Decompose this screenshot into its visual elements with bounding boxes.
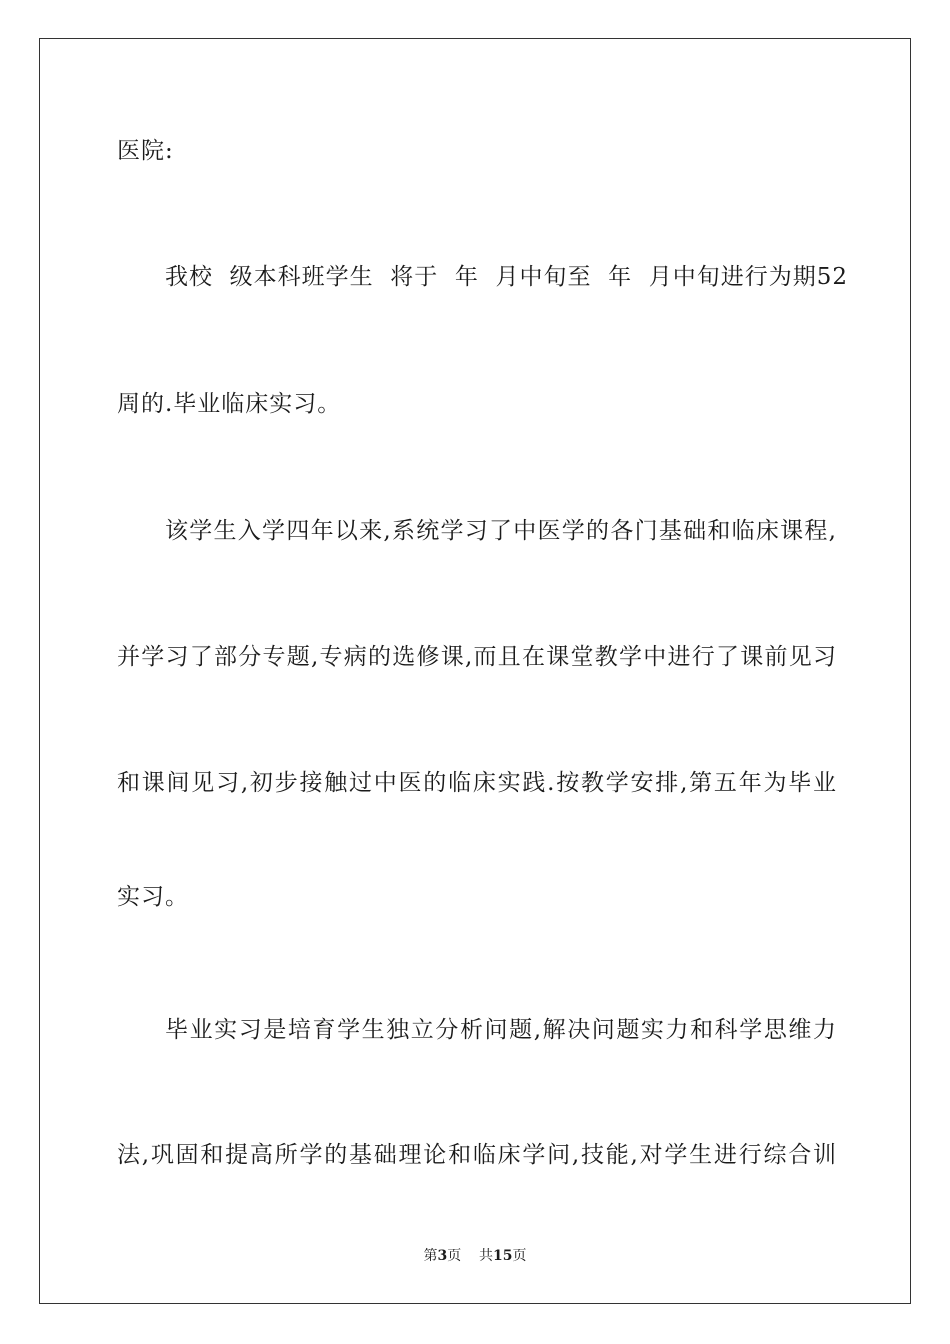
text-line-salutation: 医院: xyxy=(117,138,174,164)
total-suffix: 页 xyxy=(512,1248,527,1264)
text-line: 周的.毕业临床实习。 xyxy=(117,391,342,417)
text-line: 该学生入学四年以来,系统学习了中医学的各门基础和临床课程, xyxy=(165,518,837,544)
page-number: 3 xyxy=(437,1248,448,1264)
total-pages: 15 xyxy=(493,1248,513,1264)
text-line: 实习。 xyxy=(117,884,189,910)
total-prefix: 共 xyxy=(479,1248,494,1264)
text-line: 我校 级本科班学生 将于 年 月中旬至 年 月中旬进行为期52 xyxy=(165,264,848,290)
text-line: 毕业实习是培育学生独立分析问题,解决问题实力和科学思维力 xyxy=(165,1017,837,1043)
page-suffix: 页 xyxy=(447,1248,462,1264)
text-line: 法,巩固和提高所学的基础理论和临床学问,技能,对学生进行综合训 xyxy=(117,1142,837,1168)
text-line: 和课间见习,初步接触过中医的临床实践.按教学安排,第五年为毕业 xyxy=(117,770,837,796)
page-footer xyxy=(0,1247,950,1265)
text-line: 并学习了部分专题,专病的选修课,而且在课堂教学中进行了课前见习 xyxy=(117,644,837,670)
page-prefix: 第 xyxy=(423,1248,438,1264)
